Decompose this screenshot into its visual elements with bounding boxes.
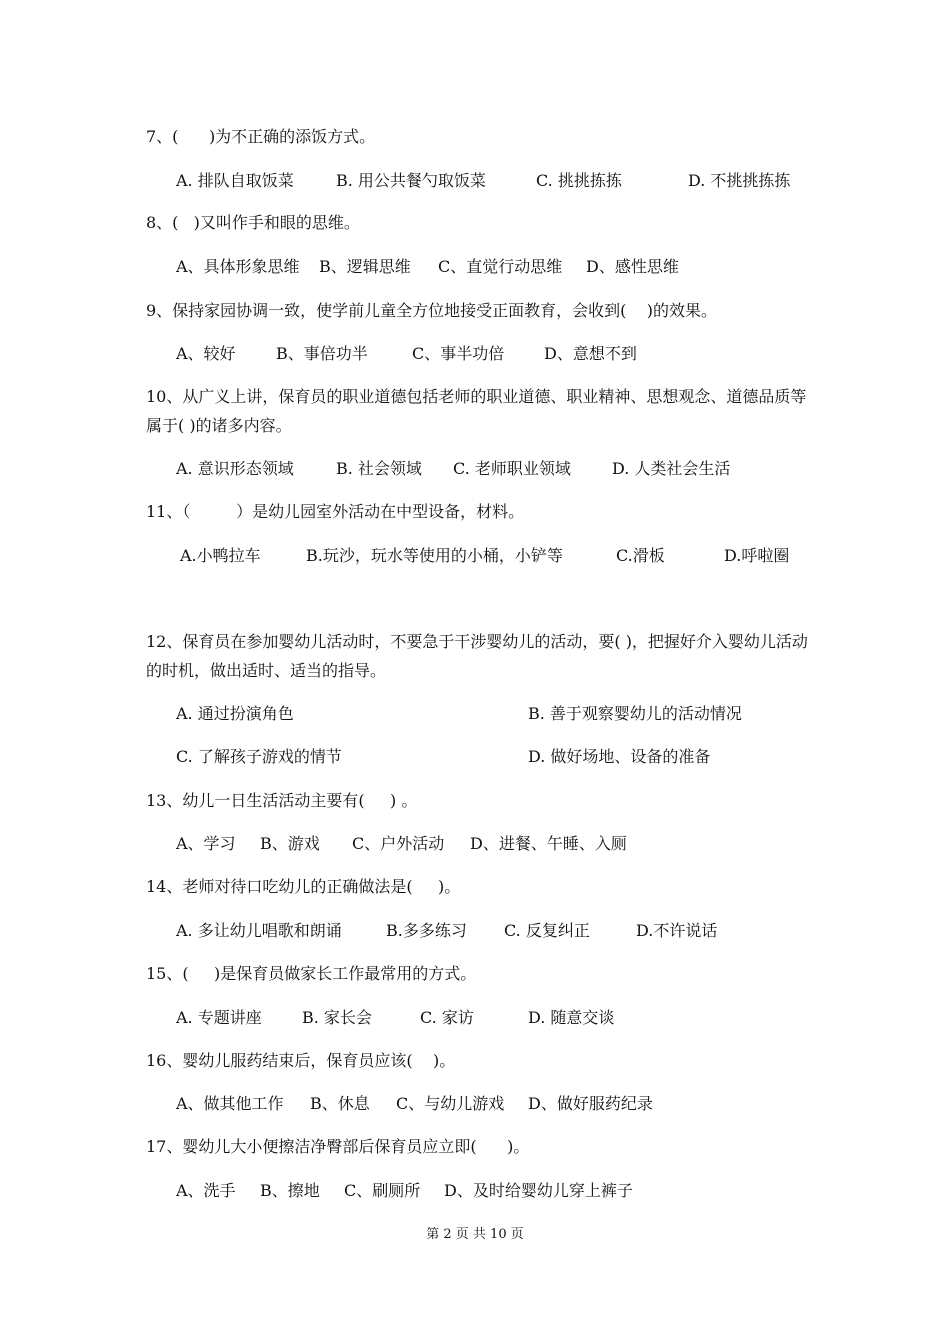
option-b: B. 社会领域 xyxy=(336,459,422,478)
option-a: A、学习 xyxy=(176,834,236,853)
option-b: B. 善于观察婴幼儿的活动情况 xyxy=(528,704,742,723)
question-14-stem: 14、老师对待口吃幼儿的正确做法是( )。 xyxy=(146,877,461,896)
question-8-stem: 8、( )又叫作手和眼的思维。 xyxy=(146,213,360,232)
option-b: B. 用公共餐勺取饭菜 xyxy=(336,171,486,190)
option-c: C. 了解孩子游戏的情节 xyxy=(176,747,342,766)
question-7-stem: 7、( )为不正确的添饭方式。 xyxy=(146,127,376,146)
option-d: D. 不挑挑拣拣 xyxy=(688,171,791,190)
option-d: D.呼啦圈 xyxy=(724,546,790,565)
option-c: C、与幼儿游戏 xyxy=(396,1094,505,1113)
option-d: D. 做好场地、设备的准备 xyxy=(528,747,711,766)
option-d: D. 随意交谈 xyxy=(528,1008,615,1027)
option-b: B、休息 xyxy=(310,1094,370,1113)
question-9-stem: 9、保持家园协调一致，使学前儿童全方位地接受正面教育，会收到( )的效果。 xyxy=(146,301,718,320)
option-b: B.多多练习 xyxy=(386,921,467,940)
option-a: A、做其他工作 xyxy=(176,1094,284,1113)
question-17-stem: 17、婴幼儿大小便擦洁净臀部后保育员应立即( )。 xyxy=(146,1137,530,1156)
option-d: D. 人类社会生活 xyxy=(612,459,731,478)
option-b: B、游戏 xyxy=(260,834,320,853)
option-d: D、做好服药纪录 xyxy=(528,1094,653,1113)
option-a: A. 意识形态领域 xyxy=(176,459,294,478)
option-a: A、较好 xyxy=(176,344,236,363)
option-d: D.不许说话 xyxy=(636,921,718,940)
question-10-stem: 10、从广义上讲，保育员的职业道德包括老师的职业道德、职业精神、思想观念、道德品质等属于( )的诸多内容。 xyxy=(146,387,807,435)
option-a: A. 专题讲座 xyxy=(176,1008,262,1027)
option-c: C、事半功倍 xyxy=(412,344,505,363)
page-footer: 第 2 页 共 10 页 xyxy=(426,1227,524,1242)
option-b: B、逻辑思维 xyxy=(319,257,411,276)
option-a: A. 通过扮演角色 xyxy=(176,704,294,723)
option-c: C. 反复纠正 xyxy=(504,921,590,940)
option-d: D、感性思维 xyxy=(586,257,679,276)
question-16-stem: 16、婴幼儿服药结束后，保育员应该( )。 xyxy=(146,1051,456,1070)
option-b: B.玩沙，玩水等使用的小桶，小铲等 xyxy=(306,546,563,565)
option-a: A. 多让幼儿唱歌和朗诵 xyxy=(176,921,342,940)
question-12-stem: 12、保育员在参加婴幼儿活动时，不要急于干涉婴幼儿的活动，要( )，把握好介入婴幼儿活动的时机，做出适时、适当的指导。 xyxy=(146,632,808,680)
option-d: D、进餐、午睡、入厕 xyxy=(470,834,627,853)
question-13-stem: 13、幼儿一日生活活动主要有( ) 。 xyxy=(146,791,418,810)
question-15-stem: 15、( )是保育员做家长工作最常用的方式。 xyxy=(146,964,477,983)
option-a: A、具体形象思维 xyxy=(176,257,300,276)
option-b: B、事倍功半 xyxy=(276,344,368,363)
option-c: C.滑板 xyxy=(616,546,665,565)
option-c: C、户外活动 xyxy=(352,834,445,853)
option-d: D、及时给婴幼儿穿上裤子 xyxy=(444,1181,633,1200)
option-a: A、洗手 xyxy=(176,1181,236,1200)
option-c: C. 家访 xyxy=(420,1008,474,1027)
option-a: A.小鸭拉车 xyxy=(180,546,261,565)
option-c: C、刷厕所 xyxy=(344,1181,421,1200)
option-a: A. 排队自取饭菜 xyxy=(176,171,294,190)
option-b: B. 家长会 xyxy=(302,1008,372,1027)
question-11-stem: 11、（ ）是幼儿园室外活动在中型设备，材料。 xyxy=(146,502,525,521)
option-b: B、擦地 xyxy=(260,1181,320,1200)
option-c: C. 挑挑拣拣 xyxy=(536,171,622,190)
option-c: C. 老师职业领域 xyxy=(453,459,571,478)
option-c: C、直觉行动思维 xyxy=(438,257,563,276)
option-d: D、意想不到 xyxy=(544,344,637,363)
